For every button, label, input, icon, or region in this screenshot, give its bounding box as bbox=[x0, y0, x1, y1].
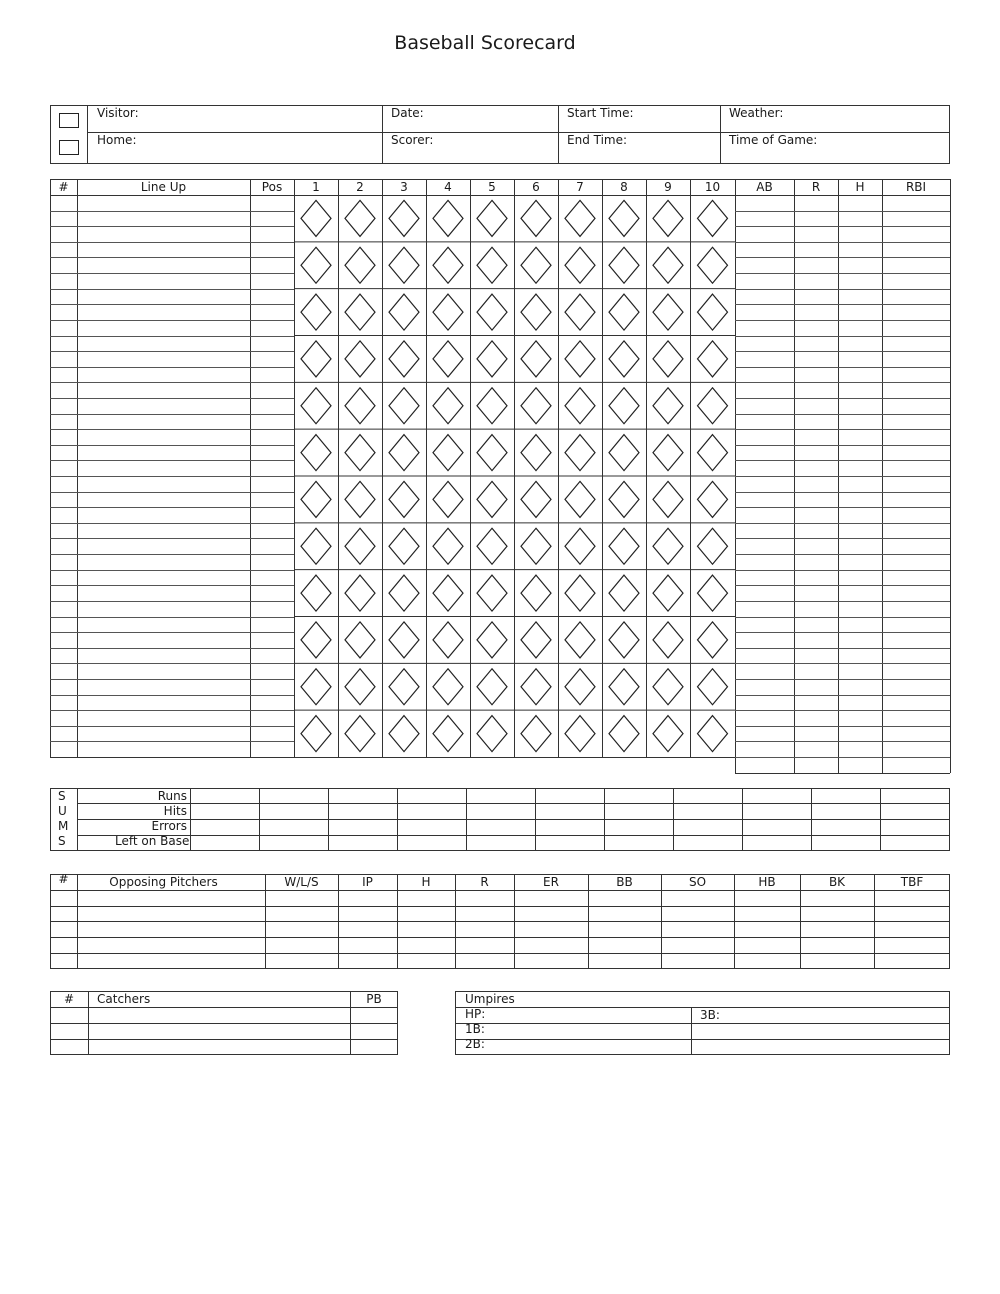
diamond-icon[interactable] bbox=[433, 435, 463, 471]
catchers-header-number: # bbox=[63, 992, 75, 1006]
diamond-icon[interactable] bbox=[477, 716, 507, 752]
divider bbox=[50, 289, 294, 290]
diamond-icon[interactable] bbox=[521, 341, 551, 377]
diamond-icon[interactable] bbox=[609, 622, 639, 658]
divider bbox=[735, 601, 950, 602]
divider bbox=[50, 257, 294, 258]
divider bbox=[720, 105, 721, 164]
diamond-icon[interactable] bbox=[521, 388, 551, 424]
divider bbox=[50, 570, 294, 571]
diamond-icon[interactable] bbox=[653, 481, 683, 517]
lineup-header-3: 3 bbox=[400, 180, 408, 194]
diamond-icon[interactable] bbox=[301, 341, 331, 377]
diamond-icon[interactable] bbox=[477, 247, 507, 283]
diamond-icon[interactable] bbox=[477, 294, 507, 330]
pitchers-header-r: R bbox=[480, 875, 489, 889]
divider bbox=[50, 632, 294, 633]
diamond-icon[interactable] bbox=[609, 247, 639, 283]
divider bbox=[50, 617, 294, 618]
diamond-icon[interactable] bbox=[609, 575, 639, 611]
divider bbox=[735, 320, 950, 321]
lineup-header-rbi: RBI bbox=[905, 180, 927, 194]
divider bbox=[735, 351, 950, 352]
lineup-header-6: 6 bbox=[532, 180, 540, 194]
diamond-icon[interactable] bbox=[301, 528, 331, 564]
divider bbox=[50, 367, 294, 368]
start-time-label: Start Time: bbox=[567, 106, 634, 120]
pitchers-header-bb: BB bbox=[616, 875, 633, 889]
divider bbox=[735, 741, 950, 742]
diamond-icon[interactable] bbox=[521, 294, 551, 330]
diamond-icon[interactable] bbox=[389, 388, 419, 424]
diamond-icon[interactable] bbox=[521, 481, 551, 517]
pitchers-header-name: Opposing Pitchers bbox=[109, 875, 218, 889]
lineup-header--: # bbox=[58, 180, 69, 194]
lineup-header-4: 4 bbox=[444, 180, 452, 194]
pitchers-header-h: H bbox=[421, 875, 431, 889]
divider bbox=[690, 179, 691, 757]
divider bbox=[735, 460, 950, 461]
divider bbox=[735, 211, 950, 212]
diamond-icon[interactable] bbox=[389, 575, 419, 611]
diamond-icon[interactable] bbox=[345, 435, 375, 471]
diamond-icon[interactable] bbox=[609, 716, 639, 752]
diamond-icon[interactable] bbox=[698, 247, 728, 283]
pitchers-header-bk: BK bbox=[828, 875, 846, 889]
divider bbox=[50, 906, 950, 907]
diamond-icon[interactable] bbox=[301, 716, 331, 752]
diamond-icon[interactable] bbox=[477, 388, 507, 424]
divider bbox=[735, 585, 950, 586]
diamond-icon[interactable] bbox=[389, 247, 419, 283]
divider bbox=[50, 937, 950, 938]
divider bbox=[50, 585, 294, 586]
lineup-header-ab: AB bbox=[756, 180, 773, 194]
pitchers-header-so: SO bbox=[688, 875, 707, 889]
divider bbox=[735, 398, 950, 399]
divider bbox=[50, 757, 735, 758]
diamond-icon[interactable] bbox=[433, 341, 463, 377]
divider bbox=[50, 336, 294, 337]
divider bbox=[735, 554, 950, 555]
diamond-icon[interactable] bbox=[345, 669, 375, 705]
divider bbox=[602, 179, 603, 757]
diamond-icon[interactable] bbox=[433, 247, 463, 283]
divider bbox=[735, 257, 950, 258]
diamond-icon[interactable] bbox=[653, 388, 683, 424]
divider bbox=[735, 336, 950, 337]
divider bbox=[294, 179, 295, 757]
diamond-icon[interactable] bbox=[653, 622, 683, 658]
umpires-title: Umpires bbox=[465, 992, 515, 1006]
divider bbox=[50, 382, 294, 383]
diamond-icon[interactable] bbox=[565, 481, 595, 517]
divider bbox=[735, 507, 950, 508]
diamond-icon[interactable] bbox=[565, 528, 595, 564]
pitchers-header-ip: IP bbox=[362, 875, 373, 889]
divider bbox=[50, 460, 294, 461]
diamond-icon[interactable] bbox=[565, 622, 595, 658]
divider bbox=[50, 601, 294, 602]
pitchers-header-number: # bbox=[58, 872, 69, 886]
diamond-icon[interactable] bbox=[698, 435, 728, 471]
umpire-2b-label: 2B: bbox=[465, 1037, 485, 1051]
diamond-icon[interactable] bbox=[433, 294, 463, 330]
divider bbox=[50, 179, 51, 757]
diamond-icon[interactable] bbox=[565, 575, 595, 611]
divider bbox=[50, 921, 950, 922]
divider bbox=[250, 179, 251, 757]
divider bbox=[426, 179, 427, 757]
diamond-icon[interactable] bbox=[521, 669, 551, 705]
date-label: Date: bbox=[391, 106, 424, 120]
lineup-header-9: 9 bbox=[664, 180, 672, 194]
diamond-icon[interactable] bbox=[345, 200, 375, 236]
divider bbox=[50, 476, 294, 477]
divider bbox=[735, 414, 950, 415]
diamond-icon[interactable] bbox=[433, 200, 463, 236]
scorer-label: Scorer: bbox=[391, 133, 434, 147]
divider bbox=[735, 617, 950, 618]
diamond-icon[interactable] bbox=[609, 388, 639, 424]
lineup-header-r: R bbox=[811, 180, 821, 194]
divider bbox=[382, 179, 383, 757]
diamond-icon[interactable] bbox=[477, 575, 507, 611]
divider bbox=[558, 179, 559, 757]
divider bbox=[735, 492, 950, 493]
diamond-icon[interactable] bbox=[301, 200, 331, 236]
diamond-icon[interactable] bbox=[477, 435, 507, 471]
umpire-1b-label: 1B: bbox=[465, 1022, 485, 1036]
diamond-icon[interactable] bbox=[565, 435, 595, 471]
divider bbox=[50, 726, 294, 727]
divider bbox=[50, 741, 294, 742]
divider bbox=[735, 429, 950, 430]
diamond-icon[interactable] bbox=[653, 247, 683, 283]
diamond-icon[interactable] bbox=[521, 435, 551, 471]
divider bbox=[735, 445, 950, 446]
lineup-header-5: 5 bbox=[488, 180, 496, 194]
divider bbox=[50, 414, 294, 415]
divider bbox=[50, 648, 294, 649]
diamond-icon[interactable] bbox=[389, 528, 419, 564]
page-title: Baseball Scorecard bbox=[394, 32, 576, 54]
divider bbox=[50, 429, 294, 430]
divider bbox=[77, 835, 950, 836]
divider bbox=[950, 179, 951, 773]
diamond-icon[interactable] bbox=[698, 200, 728, 236]
divider bbox=[735, 382, 950, 383]
home-checkbox[interactable] bbox=[59, 140, 79, 155]
divider bbox=[50, 398, 294, 399]
divider bbox=[50, 492, 294, 493]
sums-letter: M bbox=[58, 819, 69, 833]
divider bbox=[455, 1039, 950, 1040]
diamond-icon[interactable] bbox=[521, 528, 551, 564]
divider bbox=[558, 105, 559, 164]
divider bbox=[735, 538, 950, 539]
diamond-icon[interactable] bbox=[301, 622, 331, 658]
divider bbox=[50, 1007, 398, 1008]
divider bbox=[50, 195, 950, 196]
sums-letter: S bbox=[58, 789, 66, 803]
diamond-icon[interactable] bbox=[609, 341, 639, 377]
sums-errors-label: Errors bbox=[151, 819, 187, 833]
end-time-label: End Time: bbox=[567, 133, 628, 147]
divider bbox=[77, 803, 950, 804]
diamond-icon[interactable] bbox=[698, 341, 728, 377]
diamond-icon[interactable] bbox=[653, 669, 683, 705]
diamond-icon[interactable] bbox=[653, 341, 683, 377]
pitchers-header-er: ER bbox=[543, 875, 559, 889]
divider bbox=[50, 320, 294, 321]
divider bbox=[50, 273, 294, 274]
diamond-icon[interactable] bbox=[698, 481, 728, 517]
diamond-icon[interactable] bbox=[345, 294, 375, 330]
divider bbox=[735, 304, 950, 305]
diamond-icon[interactable] bbox=[389, 200, 419, 236]
diamond-icon[interactable] bbox=[609, 435, 639, 471]
diamond-icon[interactable] bbox=[301, 388, 331, 424]
divider bbox=[735, 570, 950, 571]
diamond-icon[interactable] bbox=[565, 716, 595, 752]
diamond-icon[interactable] bbox=[653, 200, 683, 236]
diamond-icon[interactable] bbox=[433, 575, 463, 611]
divider bbox=[50, 1023, 398, 1024]
diamond-icon[interactable] bbox=[389, 716, 419, 752]
diamond-icon[interactable] bbox=[389, 622, 419, 658]
diamond-icon[interactable] bbox=[433, 622, 463, 658]
diamond-icon[interactable] bbox=[698, 388, 728, 424]
divider bbox=[50, 695, 294, 696]
divider bbox=[735, 757, 950, 758]
divider bbox=[470, 179, 471, 757]
divider bbox=[382, 105, 383, 164]
umpire-hp-label: HP: bbox=[465, 1007, 486, 1021]
visitor-label: Visitor: bbox=[97, 106, 139, 120]
divider bbox=[646, 179, 647, 757]
diamond-icon[interactable] bbox=[477, 622, 507, 658]
divider bbox=[455, 1023, 950, 1024]
pitchers-header-hb: HB bbox=[758, 875, 776, 889]
diamond-icon[interactable] bbox=[698, 528, 728, 564]
divider bbox=[735, 632, 950, 633]
pitchers-header-tbf: TBF bbox=[900, 875, 924, 889]
divider bbox=[735, 523, 950, 524]
diamond-icon[interactable] bbox=[698, 716, 728, 752]
diamond-icon[interactable] bbox=[653, 716, 683, 752]
home-label: Home: bbox=[97, 133, 137, 147]
divider bbox=[50, 663, 294, 664]
divider bbox=[50, 211, 294, 212]
sums-runs-label: Runs bbox=[157, 789, 187, 803]
diamond-icon[interactable] bbox=[653, 294, 683, 330]
diamond-icon[interactable] bbox=[609, 294, 639, 330]
diamond-icon[interactable] bbox=[698, 575, 728, 611]
diamond-icon[interactable] bbox=[521, 247, 551, 283]
visitor-checkbox[interactable] bbox=[59, 113, 79, 128]
diamond-icon[interactable] bbox=[345, 575, 375, 611]
diamond-icon[interactable] bbox=[301, 294, 331, 330]
diamond-icon[interactable] bbox=[477, 528, 507, 564]
divider bbox=[735, 773, 950, 774]
diamond-icon[interactable] bbox=[389, 341, 419, 377]
diamond-icon[interactable] bbox=[345, 341, 375, 377]
diamond-icon[interactable] bbox=[477, 481, 507, 517]
divider bbox=[735, 367, 950, 368]
divider bbox=[735, 273, 950, 274]
divider bbox=[735, 476, 950, 477]
lineup-header-8: 8 bbox=[620, 180, 628, 194]
divider bbox=[50, 304, 294, 305]
divider bbox=[50, 890, 950, 891]
diamond-icon[interactable] bbox=[565, 247, 595, 283]
divider bbox=[735, 226, 950, 227]
divider bbox=[77, 819, 950, 820]
divider bbox=[338, 179, 339, 757]
time-of-game-label: Time of Game: bbox=[729, 133, 818, 147]
catchers-header-pb: PB bbox=[366, 992, 382, 1006]
lineup-header-pos: Pos bbox=[261, 180, 283, 194]
divider bbox=[691, 1007, 692, 1055]
umpire-3b-label: 3B: bbox=[700, 1008, 720, 1022]
divider bbox=[50, 710, 294, 711]
diamond-icon[interactable] bbox=[521, 200, 551, 236]
diamond-icon[interactable] bbox=[565, 341, 595, 377]
lineup-header-1: 1 bbox=[312, 180, 320, 194]
divider bbox=[77, 179, 78, 757]
divider bbox=[50, 679, 294, 680]
diamond-icon[interactable] bbox=[698, 669, 728, 705]
diamond-icon[interactable] bbox=[565, 388, 595, 424]
lineup-header-10: 10 bbox=[704, 180, 721, 194]
divider bbox=[50, 445, 294, 446]
pitchers-header-wls: W/L/S bbox=[284, 875, 319, 889]
diamond-icon[interactable] bbox=[565, 294, 595, 330]
diamond-icon[interactable] bbox=[389, 669, 419, 705]
lineup-header-2: 2 bbox=[356, 180, 364, 194]
divider bbox=[735, 679, 950, 680]
diamond-icon[interactable] bbox=[521, 622, 551, 658]
catchers-header-name: Catchers bbox=[97, 992, 151, 1006]
diamond-icon[interactable] bbox=[301, 247, 331, 283]
diamond-icon[interactable] bbox=[653, 528, 683, 564]
divider bbox=[50, 226, 294, 227]
divider bbox=[735, 726, 950, 727]
diamond-icon[interactable] bbox=[433, 669, 463, 705]
diamond-icon[interactable] bbox=[477, 200, 507, 236]
sums-lob-label: Left on Base bbox=[115, 834, 190, 848]
divider bbox=[735, 289, 950, 290]
sums-hits-label: Hits bbox=[163, 804, 187, 818]
divider bbox=[87, 105, 88, 164]
lineup-header-line-up: Line Up bbox=[140, 180, 187, 194]
diamond-icon[interactable] bbox=[433, 716, 463, 752]
diamond-icon[interactable] bbox=[477, 341, 507, 377]
diamond-icon[interactable] bbox=[477, 669, 507, 705]
diamond-icon[interactable] bbox=[345, 622, 375, 658]
diamond-icon[interactable] bbox=[698, 294, 728, 330]
divider bbox=[50, 1039, 398, 1040]
divider bbox=[50, 523, 294, 524]
sums-letter: S bbox=[58, 834, 66, 848]
divider bbox=[50, 351, 294, 352]
divider bbox=[50, 538, 294, 539]
divider bbox=[735, 695, 950, 696]
divider bbox=[50, 953, 950, 954]
diamond-icon[interactable] bbox=[609, 669, 639, 705]
lineup-header-h: H bbox=[855, 180, 865, 194]
diamond-icon[interactable] bbox=[345, 528, 375, 564]
divider bbox=[50, 554, 294, 555]
diamond-icon[interactable] bbox=[609, 528, 639, 564]
diamond-icon[interactable] bbox=[389, 294, 419, 330]
diamond-icon[interactable] bbox=[433, 481, 463, 517]
diamond-icon[interactable] bbox=[345, 481, 375, 517]
divider bbox=[50, 507, 294, 508]
weather-label: Weather: bbox=[729, 106, 784, 120]
divider bbox=[735, 242, 950, 243]
diamond-icon[interactable] bbox=[301, 575, 331, 611]
diamond-icon[interactable] bbox=[565, 669, 595, 705]
diamond-icon[interactable] bbox=[345, 716, 375, 752]
diamond-icon[interactable] bbox=[389, 435, 419, 471]
diamond-icon[interactable] bbox=[345, 247, 375, 283]
diamond-icon[interactable] bbox=[301, 435, 331, 471]
divider bbox=[50, 242, 294, 243]
divider bbox=[87, 132, 950, 133]
divider bbox=[735, 648, 950, 649]
diamond-icon[interactable] bbox=[389, 481, 419, 517]
divider bbox=[735, 663, 950, 664]
diamond-icon[interactable] bbox=[653, 435, 683, 471]
diamond-icon[interactable] bbox=[609, 200, 639, 236]
diamond-icon[interactable] bbox=[345, 388, 375, 424]
diamond-icon[interactable] bbox=[698, 622, 728, 658]
sums-letter: U bbox=[58, 804, 67, 818]
diamond-icon[interactable] bbox=[609, 481, 639, 517]
diamond-icon[interactable] bbox=[301, 481, 331, 517]
diamond-icon[interactable] bbox=[565, 200, 595, 236]
diamond-icon[interactable] bbox=[433, 388, 463, 424]
diamond-icon[interactable] bbox=[301, 669, 331, 705]
lineup-header-7: 7 bbox=[576, 180, 584, 194]
diamond-icon[interactable] bbox=[653, 575, 683, 611]
diamond-icon[interactable] bbox=[521, 716, 551, 752]
divider bbox=[735, 710, 950, 711]
diamond-icon[interactable] bbox=[433, 528, 463, 564]
diamond-icon[interactable] bbox=[521, 575, 551, 611]
divider bbox=[514, 179, 515, 757]
